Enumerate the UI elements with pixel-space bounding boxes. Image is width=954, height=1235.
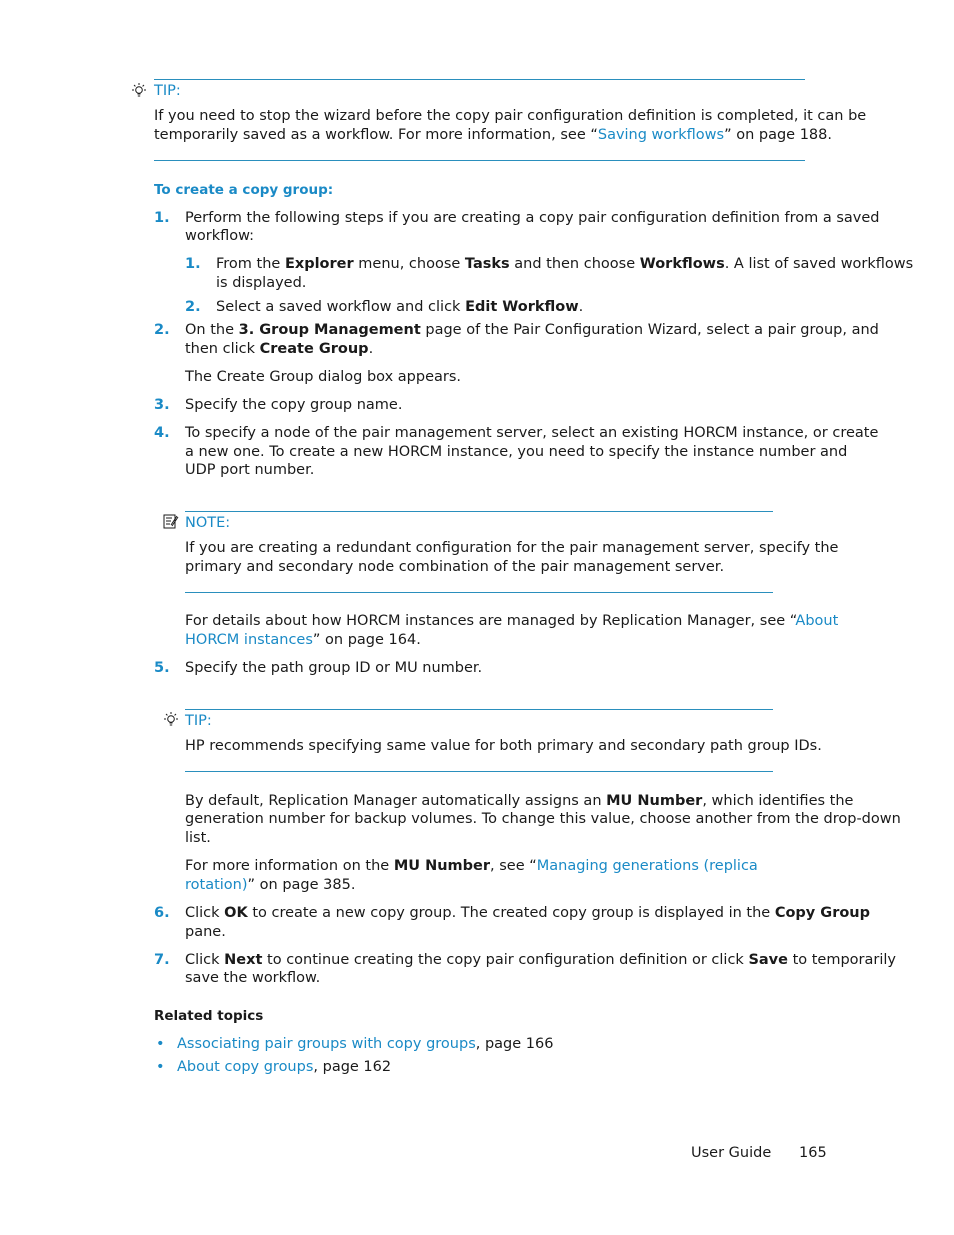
note-label: NOTE: — [185, 515, 231, 531]
mu-default-line2: generation number for backup volumes. To change this value, choose another from the drop-down — [185, 811, 901, 827]
step1-sub1-number: 1. — [185, 256, 201, 272]
about-horcm-link-part1[interactable]: About — [795, 613, 839, 629]
footer-page-number: 165 — [799, 1145, 827, 1161]
managing-generations-link-part2[interactable]: rotation) — [185, 877, 248, 893]
step1-sub2-line: Select a saved workflow and click Edit Workflow. — [216, 299, 584, 315]
tip1-bottom-rule — [154, 160, 805, 161]
mu-default-line1: By default, Replication Manager automatically assigns an MU Number, which identifies the — [185, 793, 854, 809]
step2-number: 2. — [154, 322, 170, 338]
mu-more-line1: For more information on the MU Number, see “Managing generations (replica — [185, 858, 758, 874]
about-copy-groups-link[interactable]: About copy groups — [177, 1059, 314, 1075]
step4-line2: a new one. To create a new HORCM instance, you need to specify the instance number and — [185, 444, 848, 460]
bullet-icon: • — [156, 1059, 165, 1075]
procedure-title: To create a copy group: — [154, 182, 334, 198]
saving-workflows-link[interactable]: Saving workflows — [597, 127, 725, 143]
tip2-text: HP recommends specifying same value for both primary and secondary path group IDs. — [185, 738, 822, 754]
details-line2: HORCM instances” on page 164. — [185, 632, 421, 648]
step7-line1: Click Next to continue creating the copy pair configuration definition or click Save to temporarily — [185, 952, 896, 968]
tip1-line2: temporarily saved as a workflow. For more information, see “Saving workflows” on page 188. — [154, 127, 832, 143]
step1-sub1-line1: From the Explorer menu, choose Tasks and then choose Workflows. A list of saved workflows — [216, 256, 914, 272]
mu-default-line3: list. — [185, 830, 211, 846]
step6-number: 6. — [154, 905, 170, 921]
step5-text: Specify the path group ID or MU number. — [185, 660, 483, 676]
details-line1: For details about how HORCM instances are managed by Replication Manager, see “About — [185, 613, 839, 629]
tip1-label: TIP: — [154, 83, 181, 99]
note-bottom-rule — [185, 592, 773, 593]
tip2-top-rule — [185, 709, 773, 710]
step1-sub1-line2: is displayed. — [216, 275, 307, 291]
related-item: About copy groups, page 162 — [177, 1059, 392, 1075]
step2-line2: then click Create Group. — [185, 341, 374, 357]
step1-line2: workflow: — [185, 228, 255, 244]
note-line1: If you are creating a redundant configuration for the pair management server, specify the — [185, 540, 839, 556]
step4-line1: To specify a node of the pair management server, select an existing HORCM instance, or create — [185, 425, 879, 441]
step3-text: Specify the copy group name. — [185, 397, 403, 413]
tip1-line1: If you need to stop the wizard before the copy pair configuration definition is completed, it can be — [154, 108, 867, 124]
related-topics-heading: Related topics — [154, 1008, 264, 1024]
footer-guide-title: User Guide — [691, 1145, 772, 1161]
lightbulb-icon — [130, 82, 148, 100]
step2-result: The Create Group dialog box appears. — [185, 369, 461, 385]
mu-more-line2: rotation)” on page 385. — [185, 877, 356, 893]
step5-number: 5. — [154, 660, 170, 676]
step2-line1: On the 3. Group Management page of the Pair Configuration Wizard, select a pair group, and — [185, 322, 879, 338]
note-line2: primary and secondary node combination of the pair management server. — [185, 559, 725, 575]
managing-generations-link-part1[interactable]: Managing generations (replica — [536, 858, 758, 874]
associating-pair-groups-link[interactable]: Associating pair groups with copy groups — [177, 1036, 476, 1052]
step1-line1: Perform the following steps if you are creating a copy pair configuration definition from a saved — [185, 210, 880, 226]
step4-number: 4. — [154, 425, 170, 441]
step6-line1: Click OK to create a new copy group. The created copy group is displayed in the Copy Group — [185, 905, 871, 921]
step1-number: 1. — [154, 210, 170, 226]
tip2-label: TIP: — [185, 713, 212, 729]
step7-line2: save the workflow. — [185, 970, 321, 986]
tip1-top-rule — [154, 79, 805, 80]
step3-number: 3. — [154, 397, 170, 413]
bullet-icon: • — [156, 1036, 165, 1052]
tip2-bottom-rule — [185, 771, 773, 772]
note-icon — [162, 513, 180, 531]
step6-line2: pane. — [185, 924, 226, 940]
lightbulb-icon — [162, 711, 180, 729]
related-item: Associating pair groups with copy groups, page 166 — [177, 1036, 554, 1052]
step1-sub2-number: 2. — [185, 299, 201, 315]
about-horcm-link-part2[interactable]: HORCM instances — [185, 632, 313, 648]
note-top-rule — [185, 511, 773, 512]
step4-line3: UDP port number. — [185, 462, 315, 478]
step7-number: 7. — [154, 952, 170, 968]
